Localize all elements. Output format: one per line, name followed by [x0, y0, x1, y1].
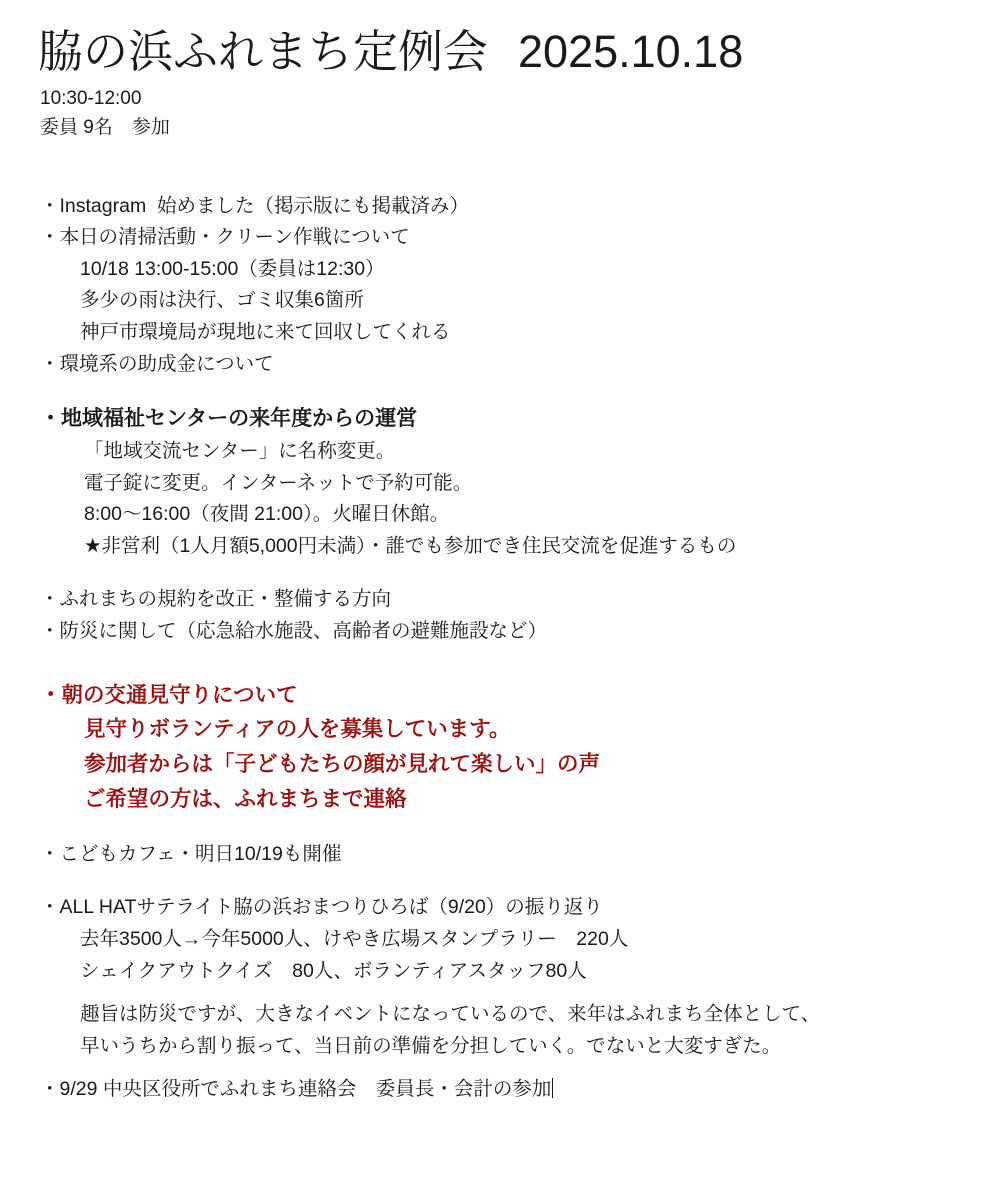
- document-line: 10/18 13:00-15:00（委員は12:30）: [80, 257, 385, 280]
- document-line: 早いうちから割り振って、当日前の準備を分担していく。でないと大変すぎた。: [80, 1034, 782, 1057]
- page-title-text: 脇の浜ふれまち定例会: [38, 26, 489, 77]
- document-line: ・9/29 中央区役所でふれまち連絡会 委員長・会計の参加: [40, 1078, 552, 1101]
- paragraph-spacer: [34, 987, 966, 999]
- document-line: ・ALL HATサテライト脇の浜おまつりひろば（9/20）の振り返り: [40, 896, 603, 919]
- paragraph-spacer: [34, 817, 966, 839]
- meeting-attendance: 委員 9名 参加: [40, 117, 170, 139]
- meeting-time: 10:30-12:00: [40, 87, 142, 109]
- text-cursor: [552, 1078, 553, 1098]
- document-line: ・防災に関して（応急給水施設、高齢者の避難施設など）: [40, 620, 548, 642]
- paragraph-spacer: [34, 169, 966, 191]
- paragraph-spacer: [34, 1062, 966, 1074]
- page-title: [38, 26, 966, 78]
- document-line: 参加者からは「子どもたちの顔が見れて楽しい」の声: [84, 752, 601, 777]
- paragraph-spacer: [34, 648, 966, 678]
- document-line: ・こどもカフェ・明日10/19も開催: [40, 842, 342, 865]
- document-body: [34, 169, 966, 1106]
- paragraph-spacer: [34, 380, 966, 402]
- document-line: ・Instagram 始めました（掲示版にも掲載済み）: [40, 194, 470, 217]
- document-line: 電子錠に変更。インターネットで予約可能。: [84, 471, 473, 494]
- document-line: 去年3500人→今年5000人、けやき広場スタンプラリー 220人: [80, 928, 629, 951]
- document-line: 8:00〜16:00（夜間 21:00）。火曜日休館。: [84, 503, 450, 526]
- document-line: 神戸市環境局が現地に来て回収してくれる: [80, 320, 451, 343]
- document-line: ご希望の方は、ふれまちまで連絡: [84, 787, 407, 812]
- paragraph-spacer: [34, 562, 966, 584]
- document-line: ・朝の交通見守りについて: [40, 682, 298, 707]
- document-line: シェイクアウトクイズ 80人、ボランティアスタッフ80人: [80, 959, 587, 982]
- paragraph-spacer: [34, 870, 966, 892]
- document-line: ・地域福祉センターの来年度からの運営: [40, 407, 418, 431]
- document-line: 見守りボランティアの人を募集しています。: [84, 717, 511, 742]
- document-line: ・環境系の助成金について: [40, 352, 274, 375]
- document-line: ★非営利（1人月額5,000円未満）・誰でも参加でき住民交流を促進するもの: [84, 534, 737, 557]
- page-title-date: 2025.10.18: [518, 26, 744, 77]
- meeting-meta: [40, 84, 966, 143]
- document-line: 趣旨は防災ですが、大きなイベントになっているので、来年はふれまち全体として、: [80, 1003, 821, 1026]
- document-line: 「地域交流センター」に名称変更。: [84, 440, 396, 463]
- document-line: ・本日の清掃活動・クリーン作戦について: [40, 226, 410, 249]
- document-line: 多少の雨は決行、ゴミ収集6箇所: [80, 289, 364, 312]
- document-line: ・ふれまちの規約を改正・整備する方向: [40, 588, 392, 611]
